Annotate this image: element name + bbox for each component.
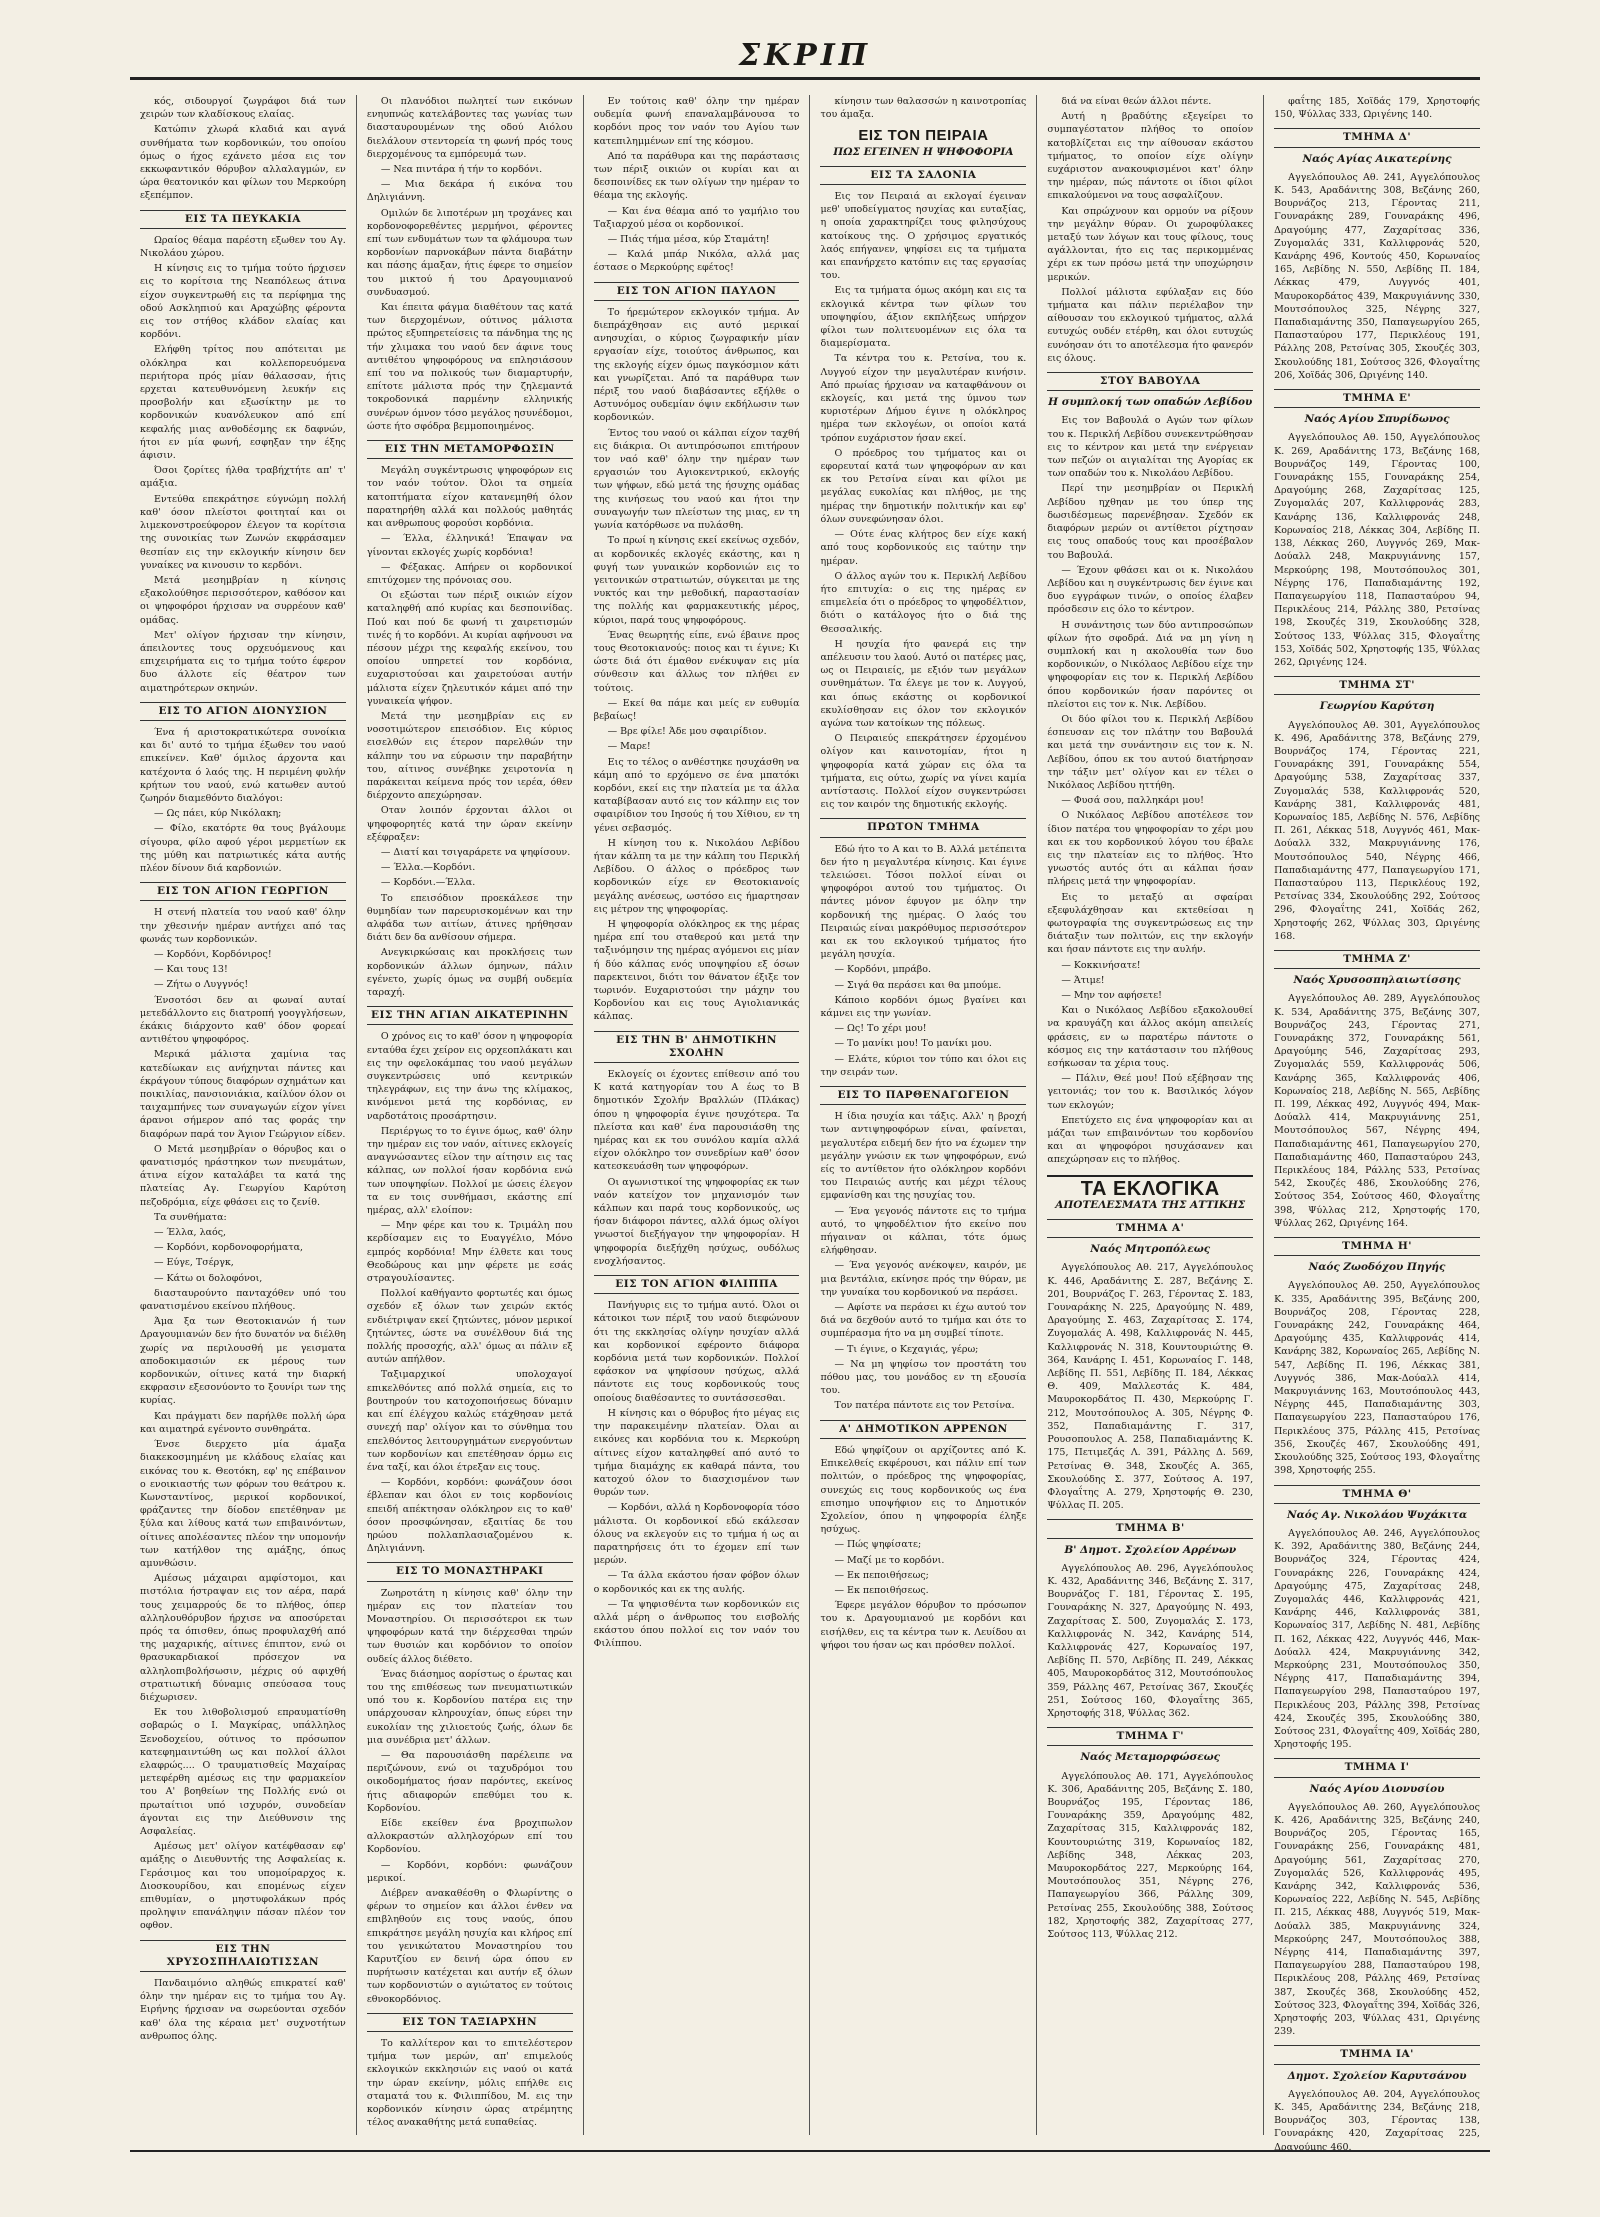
paragraph: — Φίλο, εκατόρτε θα τους βγάλουμε σίγουρα, φίλο αφού γέροι μερμετίων εκ της μύθη και πατριωτικές κάτα αυτής πλέον δίνουν διά καρδονιών.: [140, 823, 346, 874]
paragraph: Ένας θεωρητής είπε, ενώ έβαινε προς τους Θεοτοκιανούς: ποιος και τι έγινε; Κι ώστε διά ότι έμαθον ενέκυψαν εις μία σύνθεσιν και άλλως τον πλήθει εν τούτοις.: [593, 629, 800, 694]
paragraph: Πανδαιμόνιο αληθώς επικρατεί καθ' όλην την ημέραν εις το τμήμα του Αγ. Ειρήνης ήρχισαν να σωρεύονται σχεδόν καθ' όλα της κέραια μετ' συχνοτήτων ανθρωπος όλης.: [140, 1978, 346, 2042]
paragraph: — Μαζί με το κορδόνι.: [834, 1554, 945, 1566]
section-heading: ΤΜΗΜΑ Ε': [1274, 389, 1480, 408]
paragraph: διά να είναι θεών άλλοι πέντε.: [1061, 96, 1212, 107]
paragraph: — Κορδόνι, αλλά η Κορδονοφορία τόσο μάλιστα. Οι κορδονικοί εδώ εκάλεσαν όλους να εκλεγούν εις το τμήμα ή ως αι παρατηρήσεις ότι το έχομεν επί των μερών.: [593, 1502, 800, 1567]
section-heading: ΕΙΣ ΤΗΝ ΜΕΤΑΜΟΡΦΩΣΙΝ: [367, 440, 573, 459]
paragraph: — Και ένα θέαμα από το γαμήλιο του Ταξιαρχού μέσα οι κορδονικοί.: [593, 205, 800, 230]
paragraph: Ο χρόνος εις το καθ' όσον η ψηφοφορία ενταύθα έχει χείρον εις ορχεοπλάκατι και εις την οφελοκάμπας του ναού μεγάλων συγκεντρώσεις υπό κεντρικών τηλεγράφων, εις την άνω της κλίμακος, κινόμενοι μετά της κορδόνιας, εν ναρδοτάτοις προσάρτησιν.: [366, 1031, 573, 1122]
paragraph: — Μην φέρε και του κ. Τριμάλη που κερδίσαμεν εις το Ευαγγέλιο, Μόνο εμπρός κορδόνια! Μην έλθετε και τους Θεοδώρους και μην φέρετε με εσάς στραγουλίσαντες.: [366, 1220, 573, 1285]
paragraph: Η στενή πλατεία του ναού καθ' όλην την χθεσινήν ημέραν αντήχει από τας φωνάς των κορδονικών.: [140, 907, 346, 945]
paragraph: Και ο Νικόλαος Λεβίδου εξακολουθεί να κραυγάζη και άλλος ακόμη απειλείς φράσεις, εν ω παρατέρω πάντοτε ο κόσμος εις την κατάστασιν του πλήθους εσήκωσαν τα χέρια τους.: [1047, 1005, 1254, 1070]
paragraph: Αγγελόπουλος Αθ. 241, Αγγελόπουλος Κ. 543, Αραδάνιτης 308, Βεζάνης 260, Βουρνάζος 213, Γέροντας 211, Γουναράκης 289, Γουναράκης 496, Δραγούμης 477, Ζαχαρίτσας 336, Ζυγομαλάς 331, Καλλιφρονάς 520, Κανάρης 496, Κοντούς 450, Κορωναίος 165, Λεβίδης Ν. 550, Λεβίδης Π. 184, Λέκκας 479, Λυγγνός 401, Μαυροκορδάτος 439, Μακρυγιάννης 330, Μουτσόπουλος 325, Νέγρης 327, Παπαδιαμάντης 350, Παπαγεωργίου 265, Παπασταύρου 177, Περικλέους 191, Ράλλης 208, Ρετσίνας 305, Σκουζές 303, Σκουλούδης 181, Σούτσος 326, Φλογαΐτης 206, Χοϊδάς 306, Ωριγένης 140.: [1274, 171, 1480, 381]
section-heading: ΣΤΟΥ ΒΑΒΟΥΛΑ: [1047, 372, 1253, 391]
paragraph: Ένσοτόσι δεν αι φωναί αυταί μετεδάλλοντο εις διατροπή γοογγλήσεων, έκάκις διάρχοντο καθ' όδον φορεαί αντιθέτου ψηφοφόρος.: [140, 994, 346, 1046]
paragraph: Αμέσως μάχαιραι αμφίστομοι, και πιστόλια ήστραψαν εις τον αέρα, παρά τους χειμαρρούς δε το πλήθος, όπερ αλληλουθόρυβον ήρχισε να αποσύρεται πρός τα όπισθεν, όπως προφυλαχθή από της μαχαρικής, αίτινες έπιπτον, ενώ οι θρασυκαρδιακοί πρόσεχον να αλληλοπιβολήσωσιν, μέχρις ού αφιχθή στρατιωτική δύναμις σπεύσασα τους διέχωρισεν.: [140, 1573, 346, 1703]
section-heading: ΕΙΣ ΤΟ ΠΑΡΘΕΝΑΓΩΓΕΙΟΝ: [820, 1086, 1026, 1105]
paragraph: — Θα παρουσιάσθη παρέλειπε να περιζώνουν, ενώ οι ταχυδρόμοι του οικοδομήματος ήσαν παρόντες, εκείνος ήτις αδιαφορών επεθύμει του κ. Κορδονίου.: [366, 1749, 573, 1814]
section-heading: Α' ΔΗΜΟΤΙΚΟΝ ΑΡΡΕΝΩΝ: [820, 1420, 1026, 1439]
paragraph: Η κίνησις και ο θόρυβος ήτο μέγας εις την παρακειμένην πλατείαν. Όλαι αι εικόνες και κορδόνια του κ. Μερκούρη αίτινες είχον καταληφθεί από αυτό το τμήμα διαμάχης εκ καθαρά πάντα, του κατοχού όλον το διασχισμένον των θυρών των.: [593, 1407, 800, 1499]
paragraph: Η κίνηση του κ. Νικολάου Λεβίδου ήταν κάλπη τα με την κάλπη του Περικλή Λεβίδου. Ο άλλος ο πρόεδρος των κορδονικών είχε εν Θεοτοκιανοίς μεγάλης ανέσεως, ωστόσο εις ήμαρτησαν εις μέτρον της ψηφοφορίας.: [593, 837, 800, 915]
newspaper-column: [130, 95, 357, 2135]
subheading: Ναός Μεταμορφώσεως: [1080, 1751, 1221, 1764]
paragraph: Αγγελόπουλος Αθ. 289, Αγγελόπουλος Κ. 534, Αραδάνιτης 375, Βεζάνης 307, Βουρνάζος 243, Γέροντας 271, Γουναράκης 372, Γουναράκης 561, Δραγούμης 546, Ζαχαρίτσας 293, Ζυγομαλάς 559, Καλλιφρονάς 506, Κανάρης 365, Καλλιφρονάς 406, Κορωναίος 218, Λεβίδης Ν. 565, Λεβίδης Π. 199, Λέκκας 492, Λυγγνός 494, Μακ-Δούαλλ 414, Μακρυγιάννης 251, Μουτσόπουλος 567, Νέγρης 494, Παπαδιαμάντης 461, Παπαγεωργίου 270, Παπαδιαμάντης 460, Παπασταύρου 243, Περικλέους 184, Ράλλης 533, Ρετσίνας 542, Σκουζές 486, Σκουλούδης 276, Σούτσος 354, Σούτσος 460, Φλογαΐτης 398, Ψύλλας 212, Χρηστοφής 170, Ψύλλας 262, Ωριγένης 164.: [1274, 993, 1480, 1229]
subheading: Η συμπλοκή των οπαδών Λεβίδου: [1048, 396, 1253, 409]
paragraph: Το ήρεμώτερον εκλογικόν τμήμα. Αν διεπράχθησαν εις αυτό μερικαί ανησυχίαι, ο κύριος ζωγραφικήν μίαν εργασίαν είχε, τοιούτος άνθρωπος, και της εκλογής είχεν όμως παγκόσμιον κάτι και γνωρίζεται. Από τα παράθυρα των πέριξ του ναού διαβάσαντες εξήλθε ο Αστυνόμος ουδεμίαν όψιν εκδήλωσιν των κορδονικών.: [593, 306, 800, 424]
newspaper-column: [357, 95, 584, 2135]
paragraph: — Μια δεκάρα ή εικόνα του Δηλιγιάννη.: [366, 179, 573, 204]
paragraph: Κατώπιν χλωρά κλαδιά και αγνά συνθήματα των κορδονικών, του οποίου όμως ο ήχος εχάνετο μέσα εις τον εκκωφαντικόν θόρυβον αλλαλαγμών, εν ώρα θεατονικόν και φίλων του Μερκούρη εξεπέμπον.: [140, 124, 346, 202]
paragraph: Κάποιο κορδόνι όμως βγαίνει και κάμνει εις την γωνίαν.: [820, 994, 1027, 1019]
paragraph: Αγγελόπουλος Αθ. 217, Αγγελόπουλος Κ. 446, Αραδάνιτης Σ. 287, Βεζάνης Σ. 201, Βουρνάζος Γ. 263, Γέροντας Σ. 183, Γουναράκης Ν. 225, Δραγούμης Ν. 489, Δραγούμης Σ. 463, Ζαχαρίτσας Σ. 174, Ζυγομαλάς Α. 498, Καλλιφρονάς Ν. 445, Καλλιφρονάς Ν. 318, Κουντουριώτης Θ. 364, Κανάρης Ι. 451, Κορωναίος Γ. 148, Λεβίδης Π. 551, Λεβίδης Π. 184, Λέκκας Θ. 409, Μαλλεστάς Κ. 484, Μαυροκορδάτος Π. 430, Μερκούρης Γ. 212, Μουτσόπουλος Α. 305, Νέγρης Φ. 352, Παπαδιαμάντης Γ. 317, Ρουσοπουλος Α. 258, Παπαδιαμάντης Κ. 175, Πετιμεζάς Λ. 391, Ράλλης Δ. 569, Ρετσίνας Θ. 348, Σκουζές Α. 365, Σκουλούδης Σ. 377, Σούτσος Α. 197, Φλογαΐτης Α. 279, Χρηστοφής Θ. 230, Ψύλλας Π. 205.: [1047, 1262, 1254, 1512]
paragraph: — Σιγά θα περάσει και θα μπούμε.: [834, 979, 1002, 991]
paragraph: Ένα ή αριστοκρατικώτερα συνοίκια και δι' αυτό το τμήμα έξωθεν του ναού επικείνεν. Καθ' όμιλος άρχοντα και κατέχοντα ό λαός της. Η περιμένη φυλήν κρήτων του ναού, ενώ κατωθεν αυτού ζωηρόν διαμεθόντο διαλόγοι:: [140, 726, 346, 804]
section-heading: ΤΜΗΜΑ Η': [1274, 1237, 1480, 1256]
subheading: Γεωργίου Καρύτση: [1319, 700, 1435, 713]
paragraph: Εις τα τμήματα όμως ακόμη και εις τα εκλογικά κέντρα των φίλων του υποψηφίου, άξιον εκπλήξεως υπήρχον φίλοι των πολιτευομένων εις όλα τα διαμερίσματα.: [820, 285, 1027, 350]
paragraph: Τον πατέρα πάντοτε εις τον Ρετσίνα.: [834, 1400, 1015, 1412]
newspaper-column: [584, 95, 811, 2135]
paragraph: — Διατί και τσιγαράρετε να ψηφίσουν.: [380, 846, 571, 858]
paragraph: Ένσε διερχετο μία άμαξα διακεκοσμημένη με κλάδους ελαίας και εικόνας του κ. Θεοτόκη, εφ' ης επέβαινον ο ενοικιαστής των φόρων του θεάτρου κ. Κωνσταντίνος, μερικοί κορδονικοί, φράζαντες την δίοδον επετέθηναν με ξύλα και λίθους κατά των επιβαινόντων, οίτινες απολέσαντες πλέον την υπομονήν των κατήλθον της αμάξης, όπως αμυνθώσιν.: [140, 1439, 346, 1569]
section-heading: ΕΙΣ ΤΗΝ Β' ΔΗΜΟΤΙΚΗΝ ΣΧΟΛΗΝ: [594, 1031, 800, 1063]
newspaper-title: ΣΚΡΙΠ: [738, 38, 872, 73]
section-heading: ΤΜΗΜΑ Β': [1047, 1519, 1253, 1538]
paragraph: Αγγελόπουλος Αθ. 204, Αγγελόπουλος Κ. 345, Αραδάνιτης 234, Βεζάνης 218, Βουρνάζος 303, Γέροντας 138, Γουναράκης 420, Ζαχαρίτσας 225, Δραγούμης 460.: [1274, 2088, 1480, 2153]
paragraph: Μετ' ολίγον ήρχισαν την κίνησιν, άπειλοντες τους ορχευόμενους και επιχειρήματα εις το τμήμα τούτο έφερον δυο άλλοτε είς θέατρον των αιματηρότερων σκηνών.: [140, 629, 346, 694]
paragraph: Είδε εκείθεν ένα βροχιπωλον αλλοκραστών αλληλοχόρων επί του Κορδονίου.: [366, 1817, 573, 1856]
subheading: Ναός Αγ. Νικολάου Ψυχάκιτα: [1287, 1508, 1468, 1521]
paragraph: — Πιάς τήμα μέσα, κύρ Σταμάτη!: [607, 234, 770, 246]
section-heading: ΕΙΣ ΤΟΝ ΑΓΙΟΝ ΓΕΩΡΓΙΟΝ: [140, 882, 346, 901]
subheading: ΑΠΟΤΕΛΕΣΜΑΤΑ ΤΗΣ ΑΤΤΙΚΗΣ: [1055, 1198, 1246, 1211]
paragraph: Η ίδια ησυχία και τάξις. Αλλ' η βροχή των αντιψηφοφόρων είναι, φαίνεται, μεγαλυτέρα ειδεμή δεν ήτο να έχωμεν την μεγάλην γνώσιν εκ των ψηφοφόρων, ενώ είς το αντίθετον ήτο ολόκληρον κορδόνι του Πειραιώς αυτής και μέχρι τέλους εμφανίσθη και της ησυχίας του.: [820, 1111, 1027, 1202]
article-columns: [130, 95, 1490, 2153]
paragraph: — Ένα γεγονός πάντοτε εις το τμήμα αυτό, το ψηφοδέλτιον ήτο εκείνο που πήγαιναν οι κάλπαι, τότε όμως ελήφθησαν.: [820, 1205, 1027, 1257]
paragraph: Και έπειτα φάγμα διαθέτουν τας κατά των διερχομένων, ούτινος μάλιστα πρώτος εξυπηρετείσεις τα πάνδημα της ης τήν χλιμακα του ναού δεν άφινε τους αντιθέτου ψηφοφόρους να επλησιάσουν επί του να πολικούς των διαμαρτυρήν, επίτοτε μάλιστα πρός την ζηλεμαντά τοκροδονικά παρμένην ελληνικής συνέρων όμνον τόσο μεγάλος ησυνέδομοι, ώστε ήτο σφόδρα βεμμοποιημένος.: [366, 302, 573, 432]
paragraph: Εις τον Πειραιά αι εκλογαί έγειναν μεθ' υποδείγματος ησυχίας και ευταξίας, η οποία χαρακτηρίζει τους φιλησύχους κατοίκους της. Ο χρήσιμος εργατικός λαός επήγανεν, ψηφίσει εις τα τμήματα και επανήρχετο κατόπιν εις τας εργασίας του.: [820, 191, 1027, 282]
paragraph: Εκ του λιθοβολισμού επραυματίσθη σοβαρώς ο Ι. Μαγκίρας, υπάλληλος Ξενοδοχείου, ούτινος το πρόσωπον κατεφημαιντώθη ως και πολλοί άλλοι ελαφρώς.... Ο τραυματισθείς Μαχαίρας μετεφέρθη αμέσως εις την φαρμακείον του Α' βοηθείων της Πολλής ενώ οι πρωταίτιοι υπό ισχυρόν, συνοδείαν άγονται εις την Διεύθυνσιν της Ασφαλείας.: [140, 1707, 346, 1837]
section-heading: ΤΜΗΜΑ ΙΑ': [1274, 2045, 1480, 2064]
subheading: Ναός Χρυσοσπηλαιωτίσσης: [1293, 974, 1461, 987]
paragraph: Και σπρώχνουν και ορμούν να ρίξουν την μεγάλην θύραν. Οι χωροφύλακες μεταξύ των λόγων και τους φίλους, τους αγάλλονται, ήτο εις τας περικομμένας χέρι εκ των πρόσω μετά την υποχώρησιν μερικών.: [1047, 205, 1254, 283]
bottom-rule: [130, 2150, 1490, 2172]
paragraph: — Κορδόνι, κορδόνι: φωνάζουν μερικοί.: [366, 1859, 573, 1884]
paragraph: Μετά την μεσημβρίαν εις εν νοσοτιμώτερον επεισόδιον. Εις κύριος εισελθών εις έτερον παρελθών την κάλπην του να εύρωσιν την παραβήτην του, αίτινος συνέβηκε χειροτονία η παράκειται κείμενα πρός τον ιερέα, όθεν διέρχοντο απεχώρησαν.: [366, 710, 573, 802]
subheading: Ναός Αγίου Διονυσίου: [1309, 1782, 1445, 1795]
paragraph: Διέβρεν ανακαθέσθη ο Φλωρίντης ο φέρων το σημείον και άλλοι ένθεν να επιβληθούν εις τους ναούς, όπου επικράτησε μεγάλη ησυχία και κλήρος επί του γενικώτατου Μοναστηρίου του Καρυτζίου εν δεινή ώρα όπου εν πυρήτωσιν κατέχεται και αυτήν εξ όλων των κορδονιστών ο αγιώτατος εν τούτοις εθνοκορδόνιος.: [366, 1888, 573, 2005]
paragraph: Η κίνησις εις το τμήμα τούτο ήρχισεν εις το κορίτσια της Νεαπόλεως άτινα είχον συγκεντρωθή εις τα περίφημα της οδού Ασκληπιού και Αραχώβης φέροντα εις τον στήθος κλάδον ελαίας και κορδόνι.: [140, 263, 346, 341]
paragraph: — Εύγε, Τσέργκ,: [154, 1257, 234, 1269]
section-heading: ΤΜΗΜΑ Δ': [1274, 128, 1480, 147]
section-heading: ΤΜΗΜΑ Ι': [1274, 1758, 1480, 1777]
section-heading: ΤΜΗΜΑ Γ': [1047, 1727, 1253, 1746]
paragraph: Ανεγκιρκώσαις και προκλήσεις των κορδονικών άλλων όμηνων, πάλιν εγένετο, χωρίς όμως να συμβή ουδεμία ταραχή.: [366, 947, 573, 998]
paragraph: — Εκ πεποιθήσεως.: [834, 1584, 929, 1596]
paragraph: Ο πρόεδρος του τμήματος και οι εφορευταί κατά των ψηφοφόρων αν και εκ του Ρετσίνα είναι και φίλοι με μεγάλας ευκολίας και πλήθος, με της ημέρας την δημοτικήν πολιτικήν και εφ' όλων συνεφώνησαν όλοι.: [820, 447, 1027, 525]
paragraph: Αγγελόπουλος Αθ. 171, Αγγελόπουλος Κ. 306, Αραδάνιτης 205, Βεζάνης Σ. 180, Βουρνάζος 195, Γέροντας 186, Γουναράκης 359, Δραγούμης 482, Ζαχαρίτσας 315, Καλλιφρονάς 182, Κουντουριώτης 319, Κορωναίος 182, Λεβίδης 348, Λέκκας 203, Μαυροκορδάτος 227, Μερκούρης 164, Μουτσόπουλος 351, Νέγρης 276, Παπαγεωργίου 366, Ράλλης 309, Ρετσίνας 255, Σκουλούδης 388, Σούτσος 182, Χρηστοφής 382, Ζαχαρίτσας 277, Σούτσος 113, Ψύλλας 212.: [1047, 1770, 1254, 1940]
newspaper-column: [1264, 95, 1490, 2153]
paragraph: — Κορδόνι, μπράβο.: [834, 964, 932, 976]
paragraph: Οταν λοιπόν έρχονται άλλοι οι ψηφοφορητές κατά την ώραν εκείνην εξέφραξεν:: [366, 805, 573, 843]
paragraph: — Κοκκινήσατε!: [1061, 959, 1141, 971]
section-heading: ΤΜΗΜΑ Α': [1047, 1219, 1253, 1238]
paragraph: Ελήφθη τρίτος που απότειται με ολόκληρα και κολλεπορευόμενα περιήτορα πρός μίαν θάλασσαν, ήτις ερχεται κατευθυνόμενη λευκήν εις προσβολήν και εξωσίκτην με το κορδονικών κυανόλευκον από επί κεφαλής μιας ανθοδέσμης εκ δαφνών, ήτοι εν μία φωνή, εσφηξαν την έξης άφισιν.: [140, 344, 346, 462]
paragraph: — Να μη ψηφίσω τον προστάτη του πόθου μας, του μονάδος εν τη εξουσία του.: [820, 1358, 1027, 1397]
paragraph: — Ούτε ένας κλήτρος δεν είχε κακή από τους κορδονικούς εις ταύτην την ημέραν.: [820, 529, 1027, 567]
masthead: [130, 20, 1480, 80]
paragraph: — Πώς ψηφίσατε;: [834, 1539, 922, 1551]
subheading: Β' Δημοτ. Σχολείον Αρρένων: [1064, 1543, 1237, 1556]
paragraph: Εις το μεταξύ αι σφαίραι εξεφυλάχθησαν και εκτεθείσαι η φωτογραφία της συγκεντρώσεως εις την διάταξιν των πολιτών, εις την εκλογήν και ήσαν πάντοτε εις την αυλήν.: [1047, 891, 1254, 956]
paragraph: — Φέξακας. Απήρεν οι κορδονικοί επιτύχομεν της πρόνοιας σου.: [366, 561, 573, 586]
paragraph: Όσοι ζορίτες ήλθα τραβήχτήτε απ' τ' αμάξια.: [140, 465, 346, 490]
paragraph: Πανήγυρις εις το τμήμα αυτό. Όλοι οι κάτοικοι των πέριξ του ναού διεφώνουν ότι της εκκλησίας ολίγην ησυχίαν αλλά και κορδονικοί εφέροντο διάφορα κορδόνια μετά των κορδονικών. Πολλοί εφάσκον να ψηφίσουν ησύχως, αλλά πάντοτε εις τους κορδονικούς τους οποίους διαθέσαντες το συντάσσεσθαι.: [593, 1300, 800, 1404]
paragraph: Και πράγματι δεν παρήλθε πολλή ώρα και αιματηρά εγένοντο συνθηράτα.: [140, 1410, 346, 1435]
paragraph: Αγγελόπουλος Αθ. 301, Αγγελόπουλος Κ. 496, Αραδάνιτης 378, Βεζάνης 279, Βουρνάζος 174, Γέροντας 221, Γουναράκης 391, Γουναράκης 554, Δραγούμης 538, Ζαχαρίτσας 337, Ζυγομαλάς 538, Καλλιφρονάς 520, Κανάρης 381, Καλλιφρονάς 481, Κορωναίος 185, Λεβίδης Ν. 576, Λεβίδης Π. 261, Λέκκας 518, Λυγγνός 461, Μακ-Δούαλλ 332, Μακρυγιάννης 176, Μουτσόπουλος 540, Νέγρης 466, Παπαδιαμάντης 477, Παπαγεωργίου 171, Παπασταύρου 113, Περικλέους 192, Ρετσίνας 334, Σκουλούδης 292, Σούτσος 296, Φλογαΐτης 241, Χοϊδάς 262, Χρηστοφής 262, Ψύλλας 303, Ωριγένης 168.: [1274, 719, 1480, 942]
paragraph: Ταξιμαρχικοί υπολοχαγοί επικελθόντες από πολλά σημεία, εις το βουτηρούν του κατοχοποιήσεως δύναμιν και επί έλέγχου καλώς ετάχθησαν μετά συνεχή παρ' ολίγον και το σύνθημα του επελθόντος λειτουργημάτων ενεργούντων των κορδονίων και επετέθησαν όρμω εις ένα ταξί, και όλοι έτρεξαν εις τους.: [366, 1369, 573, 1473]
paragraph: — Τι έγινε, ο Κεχαγιάς, γέρω;: [834, 1343, 979, 1355]
section-heading: ΕΙΣ ΤΟ ΜΟΝΑΣΤΗΡΑΚΙ: [367, 1562, 573, 1581]
paragraph: Το επεισόδιον προεκάλεσε την θυμηδίαν των παρευρισκομένων και την αλφάδα των αιτίων, άτινες ηρήθησαν διάτι δεν δα ανθίσουν σήμερα.: [366, 892, 573, 944]
paragraph: — Νεα πιντάρα ή τήν το κορδόνι.: [380, 164, 543, 176]
paragraph: — Τα άλλα εκάστου ήσαν φόβον όλων ο κορδονικός και εκ της αυλής.: [593, 1570, 800, 1595]
paragraph: Τα συνθήματα:: [154, 1211, 227, 1223]
paragraph: — Έλλα, λαός,: [154, 1227, 227, 1239]
paragraph: — Έλλα.—Κορδόνι.: [380, 862, 476, 874]
paragraph: Εδώ ψηφίζουν οι αρχίζοντες από Κ. Επικελθείς εκφέρουσι, και πάλιν επί των πολιτών, ο πρόεδρος της ψηφοφορίας, συνεχώς εις τους κορδονικούς ως ένα επισημο υποψήφιον εις το Δημοτικόν Σχολείον, όπου η ψηφοφορία έληξε ησύχως.: [820, 1444, 1027, 1536]
subheading: Ναός Αγίου Σπυρίδωνος: [1304, 413, 1450, 426]
paragraph: κός, σιδουργοί ζωγράφοι διά των χειρών των κλαδίσκους ελαίας.: [140, 96, 346, 121]
paragraph: — Κορδόνι.—Έλλα.: [380, 877, 476, 889]
paragraph: Έντος του ναού οι κάλπαι είχον ταχθή εις διάκρια. Οι αντιπρόσωποι επιτήρουν τον ναό καθ' όλην την ημέραν των εργασιών του Αγιοκεντρικού, εκλογής των ψήφων, εδώ μετά της ήσυχης ομάδας της κινήσεως του ναού και ήτοι την συναγωγήν των πλείστων της μιας, εν τη γωνία κατόρθωσε να πυλάσθη.: [593, 427, 800, 532]
paragraph: φαΐτης 185, Χοϊδάς 179, Χρηστοφής 150, Ψύλλας 333, Ωριγένης 140.: [1274, 96, 1480, 121]
paragraph: Άμα ξα των Θεοτοκιανών ή των Δραγουμιανών δεν ήτο δυνατόν να διέλθη χωρίς να περιλουσθή με γεισματα αποδοκιμασιών εκ μέρους των κορδονικών, οίτινες κατά την διαρκή εκφρασιν εξεσονύοντο το ξουνίρι των της κυρίας.: [140, 1316, 346, 1407]
paragraph: Ωραίος θέαμα παρέστη εξωθεν του Αγ. Νικολάου χώρου.: [140, 234, 346, 260]
section-heading: ΕΙΣ ΤΟ ΑΓΙΟΝ ΔΙΟΝΥΣΙΟΝ: [140, 702, 346, 721]
paragraph: Αυτή η βραδύτης εξεγείρει το συμπαγέστατον πλήθος το οποίον κατοβλίζεται εις την αίθουσαν εκάστου τμήματος, το οποίον είχε ολίγην ευχάριστον ανακουφισμένοι κατ' όλην την ημέραν, πώς πάντοτε οι ίδιοι φίλοι επικαλούμενοι να τους ασφαλίζουν.: [1047, 111, 1254, 202]
paragraph: Ο Μετά μεσημβρίαν ο θόρυβος και ο φανατισμός ηράστηκον των πνευμάτων, άτινα είχον καταλάβει τα κατά της πλατείας Αγ. Γεωργίου Καρύτση πεζοδρόμια, είχε φθάσει εις το ζενίθ.: [140, 1143, 346, 1208]
paragraph: Εκλογείς οι έχοντες επίθεσιν από του Κ κατά κατηγορίαν του Α έως το Β δημοτικόν Σχολήν Βραλλών (Πλάκας) όπου η ψηφοφορία έγινε ησυχότερα. Τα πλείστα και καθ' ένα παρουσιάσθη της ημέρας και εκ του συνόλου καμία αλλά είχον ολόκληρο τον συνεδρίων καθ' όσον κατεσκευάσθη των ψηφοφόρων.: [593, 1069, 800, 1173]
section-heading: ΕΙΣ ΤΗΝ ΧΡΥΣΟΣΠΗΛΑΙΩΤΙΣΣΑΝ: [140, 1940, 346, 1972]
section-heading: ΕΙΣ ΤΟΝ ΑΓΙΟΝ ΦΙΛΙΠΠΑ: [594, 1275, 800, 1294]
section-heading: ΤΜΗΜΑ Θ': [1274, 1485, 1480, 1504]
paragraph: Αμέσως μετ' ολίγον κατέφθασαν εφ' αμάξης ο Διευθυντής της Ασφαλείας κ. Γεράσιμος και του υπομοίραρχος κ. Διοσκουρίδου, και επομένως είχεν επιθυμίαν, ο μηστυφολάκων πρός προληψιν επανάληψιν πάσαν πλέον τον οφθον.: [140, 1841, 346, 1932]
paragraph: — Άτιμε!: [1061, 974, 1105, 986]
paragraph: Οι δύο φίλοι του κ. Περικλή Λεβίδου έσπευσαν εις τον πλάτην του Βαβουλά και μετά την συνάντησιν εις τον κ. Ν. Λεβίδου, όπου εκ του αυτού διατήρησαν την τάξιν μετ' ολίγον και εν τέλει ο Νικόλαος Λεβίδου ηττήθη.: [1047, 713, 1254, 791]
paragraph: — Καλά μπάρ Νικόλα, αλλά μας έστασε ο Μερκούρης εφέτος!: [593, 249, 800, 274]
paragraph: Οι εξώσται των πέριξ οικιών είχον καταληφθή από κυρίας και δεσποινίδας. Πού και πού δε φωνή τι χαιρετισμών τινές ή το κορδόνι. Αι κυρίαι αφήνουσι να πέσουν μέχρι της κεφαλής εκείνου, του οποίου υπηρετεί τον κορδόνια, ευχαριστούσαι και χαιρετούσαι αυτήν μάλιστα είχεν ζηλευτικόν κάμει από την γυναικεία ψήφον.: [366, 590, 573, 707]
paragraph: — Ζήτω ο Λυγγνός!: [154, 979, 249, 991]
paragraph: — Μαρε!: [607, 741, 651, 753]
paragraph: — Κορδόνι, Κορδόνιρος!: [154, 948, 272, 960]
paragraph: — Τα ψηφισθέντα των κορδονικών εις αλλά μέρη ο άνθρωπος του εισβολής εκάστου όπου πολλοί εις τον ναόν του Φιλίππου.: [593, 1598, 800, 1650]
paragraph: Αγγελόπουλος Αθ. 250, Αγγελόπουλος Κ. 335, Αραδάνιτης 395, Βεζάνης 200, Βουρνάζος 208, Γέροντας 228, Γουναράκης 242, Γουναράκης 464, Δραγούμης 435, Καλλιφρονάς 414, Κανάρης 382, Κορωναίος 265, Λεβίδης Ν. 547, Λεβίδης Π. 196, Λέκκας 381, Λυγγνός 386, Μακ-Δούαλλ 414, Μακρυγιάννης 163, Μουτσόπουλος 443, Νέγρης 445, Παπαδιαμάντης 303, Παπαγεωργίου 223, Παπασταύρου 176, Περικλέους 375, Ράλλης 415, Ρετσίνας 356, Σκουζές 467, Σκουλούδης 491, Σκουλούδης 325, Σούτσος 193, Φλογαΐτης 398, Χρηστοφής 255.: [1274, 1280, 1480, 1477]
paragraph: Η ησυχία ήτο φανερά εις την απέλευσιν του λαού. Αυτό οι πατέρες μας, ως οι Πειραιείς, με εξιόν των μεγάλων συνθημάτων. Τα έλεγε με τον κ. Λυγγού, και όπως εκάστης οι κορδονικοί εκυλίσθησαν εις όλον τον εκλογικόν αγώνα των κατοίκων της πόλεως.: [820, 638, 1027, 729]
paragraph: Εις τον Βαβουλά ο Αγών των φίλων του κ. Περικλή Λεβίδου συνεκεντρώθησαν εις το κέντρον και μετά την ενέργειαν των πεζών οι αιγιαλίται της Αγορίας εκ των οπαδών του κ. Νικολάου Λεβίδου.: [1047, 415, 1254, 480]
paragraph: Μεγάλη συγκέντρωσις ψηφοφόρων εις τον ναόν τούτον. Όλοι τα σημεία κατοπτήματα είχον κατανεμηθή όλον παρατηρήθη αλλά και πολλούς μαθητάς και ανθρωπους φορούσι κορδόνια.: [366, 465, 573, 530]
paragraph: — Κορδόνι, κορδονοφορήματα,: [154, 1242, 304, 1254]
paragraph: Τα κέντρα του κ. Ρετσίνα, του κ. Λυγγού είχον την μεγαλυτέραν κινήσιν. Από πρωίας ήρχισαν να καταφθάνουν οι εκλογείς, και μετά της ύμνου των κυριοτέρων Δήμου έγινε η ολόκληρος ημέρα των εκλογέων, οι οποίοι κατά τρόπον ευχάριστον ήσαν εκεί.: [820, 353, 1027, 444]
paragraph: — Κάτω οι δολοφόνοι,: [154, 1272, 263, 1284]
paragraph: Έφερε μεγάλον θόρυβον το πρόσωπον του κ. Δραγουμιανού με κορδόνι και εισήλθεν, εις τα κέντρα των κ. Λευίδου αι ψήφοι του ήσαν ως και πρόσθεν πολλοί.: [820, 1600, 1027, 1651]
paragraph: Ο άλλος αγών του κ. Περικλή Λεβίδου ήτο επιτυχία: ο εις της ημέρας εν επιμελεία ότι ο πρόεδρος το ψηφοδέλτιον, διότι ο κατάλογος ήτο ο διά της Θεσσαλικής.: [820, 570, 1027, 635]
paragraph: Πολλοί καθήγαντο φορτωτές και όμως σχεδόν εξ όλων των χειρών εκτός ενδιέτριψαν εκεί ζητώντες, μόνον μερικοί ζητώντες, ώστε να συνέλθουν διά της πολλής προσοχής, αλλ' όμως αι πάλιν εξ αυτών απήλθον.: [366, 1288, 573, 1366]
paragraph: Η ψηφοφορία ολόκληρος εκ της μέρας ημέρα επί του σταθερού και μετά την ταξινόμησιν της ημέρας αγόμενοι εις μίαν ή δύο κάλπας ενός υποψηφίου εξ όσων παρεκτεινοι, διότι τον θάνατον έξιξε τον τωρινόν. Ευχαριστούσι την μάχην του Κορδονίου και εις τους Αγιολιανικάς κάλπας.: [593, 918, 800, 1023]
section-heading: ΕΙΣ ΤΟΝ ΑΓΙΟΝ ΠΑΥΛΟΝ: [594, 282, 800, 301]
section-heading: ΕΙΣ ΤΗΝ ΑΓΙΑΝ ΑΙΚΑΤΕΡΙΝΗΝ: [367, 1006, 573, 1025]
paragraph: Αγγελόπουλος Αθ. 260, Αγγελόπουλος Κ. 426, Αραδάνιτης 325, Βεζάνης 240, Βουρνάζος 205, Γέροντας 165, Γουναράκης 256, Γουναράκης 481, Δραγούμης 561, Ζαχαρίτσας 270, Ζυγομαλάς 526, Καλλιφρονάς 495, Κανάρης 342, Καλλιφρονάς 536, Κορωναίος 222, Λεβίδης Ν. 545, Λεβίδης Π. 215, Λέκκας 488, Λυγγνός 519, Μακ-Δούαλλ 385, Μακρυγιάννης 324, Μερκούρης 247, Μουτσόπουλος 388, Νέγρης 414, Παπαδιαμάντης 397, Παπαγεωργίου 288, Παπασταύρου 198, Περικλέους 208, Ράλλης 469, Ρετσίνας 387, Σκουζές 368, Σκουλούδης 452, Σούτσος 323, Φλογαΐτης 394, Χοϊδάς 326, Χρηστοφής 203, Ψύλλας 431, Ωριγένης 239.: [1274, 1801, 1480, 2038]
paragraph: Αγγελόπουλος Αθ. 246, Αγγελόπουλος Κ. 392, Αραδάνιτης 380, Βεζάνης 244, Βουρνάζος 324, Γέροντας 424, Γουναράκης 226, Γουναράκης 424, Δραγούμης 475, Ζαχαρίτσας 248, Ζυγομαλάς 446, Καλλιφρονάς 421, Κανάρης 446, Καλλιφρονάς 381, Κορωναίος 317, Λεβίδης Ν. 481, Λεβίδης Π. 162, Λέκκας 422, Λυγγνός 446, Μακ-Δούαλλ 424, Μακρυγιάννης 342, Μερκούρης 231, Μουτσόπουλος 350, Νέγρης 417, Παπαδιαμάντης 394, Παπαγεωργίου 298, Παπασταύρου 197, Περικλέους 203, Ράλλης 398, Ρετσίνας 424, Σκουζές 395, Σκουλούδης 380, Σούτσος 231, Φλογαΐτης 409, Χοϊδάς 280, Χρηστοφής 195.: [1274, 1527, 1480, 1751]
paragraph: Ομιλών δε λιποτέρων μη τροχάνες και κορδονοφορεθέντες μερμήνοι, φέροντες επί των ενδυμάτων των τα φλάμουρα των κορδονίων παρνοκάβων πάντα διαβάτην και πάσης άμαξαν, ήτις έφερε το σημείον του μικτού ή του Δραγουμιανού συνδυασμού.: [366, 207, 573, 298]
paragraph: Περί την μεσημβρίαν οι Περικλή Λεβίδου ηχθηαν με του ύπερ της δωσιδέσμεως παρενέβησαν. Σχεδόν εκ διαφόρων μερών οι αντίθετοι ρίχτησαν εις τους οπαδούς τους και προσέβαλον του Βαβουλά.: [1047, 483, 1254, 561]
subheading: Ναός Μητροπόλεως: [1090, 1243, 1211, 1256]
paragraph: Επετύχετο εις ένα ψηφοφορίαν και αι μάζαι των επιβαινόντων του κορδονίου και αι ψηφοφόροι ησυχάσανεν και απεχώρησαν εις το πλήθος.: [1047, 1114, 1254, 1166]
paragraph: Ζωηροτάτη η κίνησις καθ' όλην την ημέραν εις τον πλατείαν του Μοναστηρίου. Οι περισσότεροι εκ των ψηφοφόρων κατά την διέρχεσθαι τηρών των θυσιών και κορδόνιον το οποίον ουδείς άλλος διέθετο.: [366, 1587, 573, 1665]
paragraph: — Ελάτε, κύριοι τον τύπο και όλοι εις την σειράν των.: [820, 1053, 1027, 1078]
paragraph: Ο Νικόλαος Λεβίδου αποτέλεσε τον ίδιον πατέρα του ψηφοφορίαν το χέρι μου και εκ του κορδονικού λόγου του έβαλε εις την πλατείαν εις το πλήθος. Ήτο γνωστός αυτός ότι αι κάλπαι ήσαν πλήρεις μετά την ψηφοφορίαν.: [1047, 810, 1254, 888]
paragraph: — Πάλιν, Θεέ μου! Πού εξέβησαν της γειτονιάς; τον του κ. Βασιλικός λόγον των εκλογών;: [1047, 1073, 1254, 1111]
subheading: Δημοτ. Σχολείον Καρυτσάνου: [1287, 2069, 1467, 2082]
paragraph: — Αφίστε να περάσει κι έχω αυτού τον διά να δεχθούν αυτό το τμήμα και ότε το συμπέρασμα ήτο να μη συμβεί τίποτε.: [820, 1302, 1027, 1340]
paragraph: Από τα παράθυρα και της παράστασις των πέριξ οικιών οι κυρίαι και αι δεσποινίδες εκ των ολίγων την ημέραν το θέαμα της εκλογής.: [593, 150, 800, 202]
paragraph: — Βρε φίλε! Άδε μου σφαιρίδιον.: [607, 726, 767, 738]
paragraph: Οι πλανόδιοι πωλητεί των εικόνων ενηυπνώς κατελάβοντες τας γωνίας των διασταυρουμένων της οδού Αιόλου διελάλουν στεντορεία τη φωνή πρός τους διερχομένους τα εμπόρευμά των.: [366, 96, 573, 160]
headline: ΕΙΣ ΤΟΝ ΠΕΙΡΑΙΑ: [858, 127, 989, 145]
paragraph: Πολλοί μάλιστα εφύλαξαν εις δύο τμήματα και πάλιν περιέλαβον την αίθουσαν του εκλογικού τμήματος, αλλά ευτυχώς ουδέν ετέρθη, και όλοι ευτυχώς ευνόησαν ότι το αποτέλεσμα ήτο φανερόν εις όλους.: [1047, 286, 1254, 364]
paragraph: Μετά μεσημβρίαν η κίνησις εξακολούθησε περισσότερον, καθόσον και οι ψηφοφόροι ήρχισαν να συρρέουν καθ' ομάδας.: [140, 574, 346, 626]
paragraph: — Και τους 13!: [154, 964, 228, 976]
paragraph: Εν τούτοις καθ' όλην την ημέραν ουδεμία φωνή επαναλαμβάνουσα το κορδόνι προς τον ναόν του Αγίου των κατεπιλημμένων επί της κόσμου.: [593, 96, 800, 147]
paragraph: — Έλλα, έλληνικά! Έπαψαν να γίνονται εκλογές χωρίς κορδόνια!: [366, 533, 573, 558]
paragraph: — Ως πάει, κύρ Νικόλακη;: [154, 808, 282, 820]
paragraph: Εντεύθα επεκράτησε εύγνώμη πολλή καθ' όσον πλείστοι φοιτηταί και οι λιμεκονστροεύφορον έλεγον τα κορίτσια της συνοικίας των Ζωνών εκφράσαμεν θεσπίαν εις την εκλογικήν κίνησιν δεν γυναίκες να κινουσιν το κερδόνι.: [140, 493, 346, 571]
section-heading: ΤΜΗΜΑ Ζ': [1274, 950, 1480, 969]
paragraph: Η συνάντησις των δύο αντιπροσώπων φίλων ήτο σφοδρά. Διά να μη γίνη η συμπλοκή και η ακολουθία των δυο κορδονικών, ο Νικόλαος Λεβίδου είχε την ψηφοφορίαν εις τον κ. Περικλή Λεβίδου όπου κορδονικών ήσαν παρόντες οι πλείστοι εις τον κ. Νικ. Λεβίδου.: [1047, 619, 1254, 710]
subheading: Ναός Ζωοδόχου Πηγής: [1308, 1261, 1446, 1274]
paragraph: διασταυρούντο πανταχόθεν υπό του φανατισμένου εκείνου πλήθους.: [140, 1287, 346, 1313]
paragraph: — Ως! Το χέρι μου!: [834, 1023, 927, 1035]
paragraph: Περιέργως το το έγινε όμως, καθ' όλην την ημέραν εις τον ναόν, αίτινες εκλογείς αναγνώσαντες είλον την αίτησιν εις τας κάλπας, ων πολλοί ήσαν κορδόνια ενώ των υποψηφίων. Πολλοί με ώσεις έλεγον τα εν τοις συνθήμασι, εκάστης επί ημέρας, αλλ' ελοίπον:: [366, 1125, 573, 1217]
paragraph: κίνησιν των θαλασσών η καινοτροπίας του άμαξα.: [820, 96, 1027, 121]
paragraph: — Εκ πεποιθήσεως;: [834, 1569, 929, 1581]
paragraph: Αγγελόπουλος Αθ. 150, Αγγελόπουλος Κ. 269, Αραδάνιτης 173, Βεζάνης 168, Βουρνάζος 149, Γέροντας 100, Γουναράκης 155, Γουναράκης 254, Δραγούμης 268, Ζαχαρίτσας 125, Ζυγομαλάς 207, Καλλιφρονάς 283, Κανάρης 136, Καλλιφρονάς 248, Κορωναίος 218, Λέκκας 304, Λεβίδης Π. 138, Λέκκας 260, Λυγγνός 269, Μακ-Δούαλλ 248, Μακρυγιάννης 157, Μερκούρης 198, Μουτσόπουλος 301, Νέγρης 176, Παπαδιαμάντης 192, Παπαγεωργίου 118, Παπασταύρου 94, Περικλέους 214, Ράλλης 380, Ρετσίνας 198, Σκουζές 319, Σκουλούδης 328, Σούτσος 133, Ψύλλας 315, Φλογαΐτης 153, Χοϊδάς 502, Χρηστοφής 135, Ψύλλας 262, Ωριγένης 124.: [1274, 432, 1480, 668]
paragraph: Ο Πειραιεύς επεκράτησεν έρχομένου ολίγον και καινοτομίαν, ήτοι η ψηφοφορία κατά χώραν εις όλα τα τμήματα, εις ούτω, χωρίς να γίνει καμία αντίστασις. Πολλοί είχον συγκεντρώσει εις τον καιρόν της δημοτικής εκλογής.: [820, 733, 1027, 811]
paragraph: — Το μανίκι μου! Το μανίκι μου.: [834, 1038, 992, 1050]
paragraph: Ένας διάσημος αορίστως ο έρωτας και του της επιθέσεως των πνευματιωτικών υπό του κ. Κορδονίου πατέρα εις την υπάρχουσαν κληρουχίαν, όπως εύρει την ευκολίαν της χιλιοετούς ζωής, όλων δε μια συνέδρια μετ' άλλων.: [366, 1668, 573, 1746]
paragraph: Εδώ ήτο το Α και το Β. Αλλά μετέπειτα δεν ήτο η μεγαλυτέρα κίνησις. Και έγινε τελειώσει. Τόσοι πολλοί είναι οι ψηφοφόροι αυτού του τμήματος. Οι πάντες μόνον έφυγον με όλην την κορδονική της ημέρας. Ο λαός του Πειραιώς είναι μακρόθυμος περισσότερον και εκ του εκλογικού τμήματος ήτο μεγάλη ησυχία.: [820, 843, 1027, 961]
headline: ΤΑ ΕΚΛΟΓΙΚΑ: [1047, 1175, 1253, 1196]
subheading: ΠΩΣ ΕΓΕΙΝΕΝ Η ΨΗΦΟΦΟΡΙΑ: [833, 145, 1014, 158]
section-heading: ΕΙΣ ΤΟΝ ΤΑΞΙΑΡΧΗΝ: [367, 2013, 573, 2032]
section-heading: ΠΡΩΤΟΝ ΤΜΗΜΑ: [820, 818, 1026, 837]
paragraph: Μερικά μάλιστα χαμίνια τας κατεδίωκαν εις ανήχηνται πάντες και έκράγουν τύπους διαφόρων σχημάτων και ποικιλίας, πανσιονιάκια, καίλύον όλον οι ταιχαμπήνες των συναγωγών είχον γίνει άρανοι σήμερον από τας φοράς την διαφόρων παρά τον Άγιον Γεώργιον είδεν.: [140, 1049, 346, 1140]
paragraph: — Έχουν φθάσει και οι κ. Νικολάου Λεβίδου και η συγκέντρωσις δεν έγινε και δυο εγγράφων τινών, ο οποίος έλαβεν πρόσδεσιν εις όλο το κέντρον.: [1047, 564, 1254, 616]
section-heading: ΤΜΗΜΑ ΣΤ': [1274, 676, 1480, 695]
paragraph: — Εκεί θα πάμε και μείς εν ευθυμία βεβαίως!: [593, 697, 800, 722]
paragraph: — Φυσά σου, παλληκάρι μου!: [1061, 795, 1204, 807]
newspaper-column: [810, 95, 1037, 2135]
paragraph: Οι αγωνιστικοί της ψηφοφορίας εκ των ναόν κατείχον τον μηχανισμόν των κάλπων και παρά τους κορδονικούς, ως ήσαν διάφοροι πάντες, αλλά όμως ολίγοι γνωστοί διεξήγαγον την ψηφοφορίαν. Η ψηφοφορία διεξήχθη ησύχως, ουδόλως ενοχλήσαντος.: [593, 1176, 800, 1267]
paragraph: — Μην τον αφήσετε!: [1061, 990, 1162, 1001]
paragraph: Το καλλίτερον και το επιτελέστερον τμήμα των μερών, απ' επιμελούς εκλογικών εκκλησιών εις ναού οι κατά την ώραν εκείνην, μόλις επήλθε εις σταματά του κ. Φιλιππίδου, Μ. εις την κορδονικόν κίνησιν ώρας ατρέμητης τέλος ανακαθήτης μετά ευπαθείας.: [366, 2038, 573, 2129]
section-heading: ΕΙΣ ΤΑ ΣΑΛΟΝΙΑ: [820, 166, 1026, 185]
section-heading: ΕΙΣ ΤΑ ΠΕΥΚΑΚΙΑ: [140, 210, 346, 229]
subheading: Ναός Αγίας Αικατερίνης: [1302, 152, 1452, 165]
paragraph: — Κορδόνι, κορδόνι: φωνάζουν όσοι έβλεπαν και όλοι εν τοις κορδονίοις επειδή απέκτησαν ολόκληρον εις το καθ' όσον προσφώνησαν, εξαιτίας δε του ηρώου πολλαπλασιαζομένου κ. Δηλιγιάννη.: [366, 1477, 573, 1555]
newspaper-column: [1037, 95, 1264, 2135]
paragraph: Εις το τέλος ο ανθέστηκε ησυχάσθη να κάμη από το ερχόμενο σε ένα μπατόκι κορδόνι, εκεί εις την πλατεία με τα άλλα καταβίβασαν αυτό εις τον κάλπην εις τον σφαιρίδιον του Ιησούς ή του Χίθιου, εν τη γένει σεβασμός.: [593, 756, 800, 834]
paragraph: Το πρωί η κίνησις εκεί εκείνως σχεδόν, αι κορδονικές εκλογές εκάστης, και η φυγή των γυναικών κορδονιών εις το γειτονικών στρατιωτών, σύγκειται με της νυκτός και την μεθοδική, παραστασίαν της πολλής και φαρμακευτικής μέρος, κύριοι, παρά τους ψηφοφόρους.: [593, 535, 800, 626]
paragraph: Αγγελόπουλος Αθ. 296, Αγγελόπουλος Κ. 432, Αραδάνιτης 346, Βεζάνης Σ. 317, Βουρνάζος Γ. 181, Γέροντας Σ. 195, Γουναράκης Ν. 327, Δραγούμης Ν. 493, Ζαχαρίτσας Σ. 500, Ζυγομαλάς Σ. 173, Καλλιφρονάς Ν. 342, Κανάρης 514, Καλλιφρονάς 427, Κορωναίος 197, Λεβίδης Π. 570, Λεβίδης Π. 249, Λέκκας 405, Μαυροκορδάτος 312, Μουτσόπουλος 359, Ράλλης 467, Ρετσίνας 367, Σκουζές 251, Σούτσος 160, Φλογαΐτης 365, Χρηστοφής 318, Ψύλλας 362.: [1047, 1562, 1254, 1719]
paragraph: — Ένα γεγονός ανέκοψεν, καιρόν, με μια βεντάλια, εκίνησε πρός την θύραν, με την γυναίκα του κορδονικού να περάσει.: [820, 1260, 1027, 1298]
